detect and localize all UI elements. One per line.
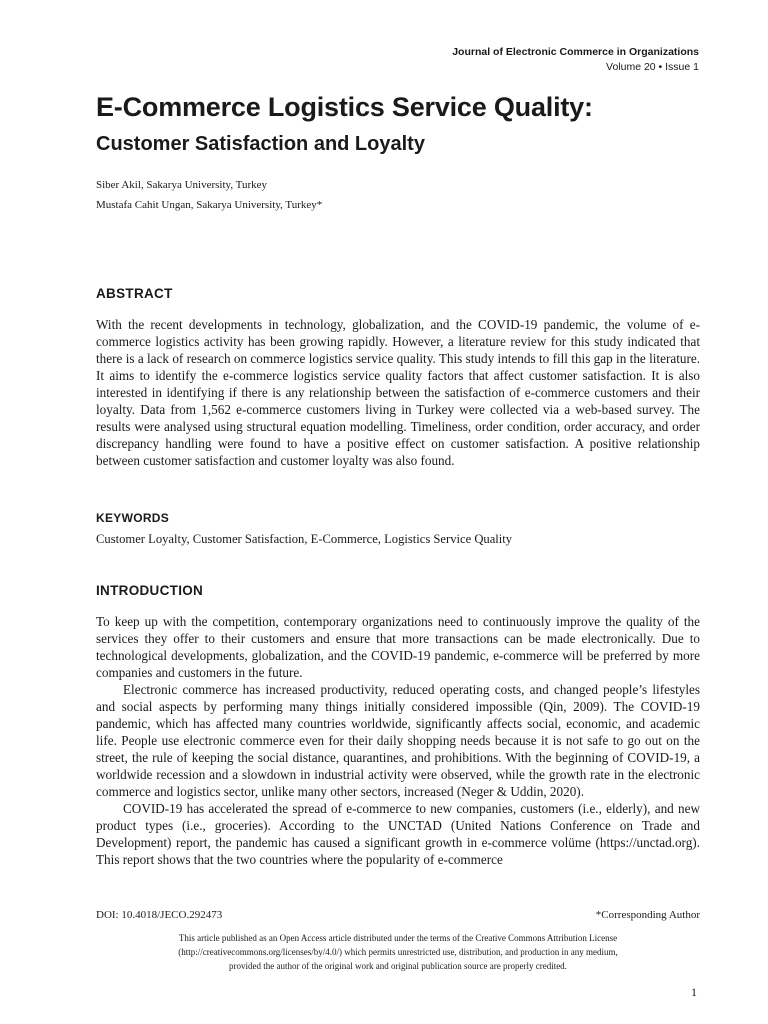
author-line: Siber Akil, Sakarya University, Turkey bbox=[96, 179, 267, 191]
keywords-text: Customer Loyalty, Customer Satisfaction, E-Commerce, Logistics Service Quality bbox=[96, 532, 513, 546]
introduction-heading: INTRODUCTION bbox=[96, 583, 204, 598]
intro-paragraph: Electronic commerce has increased productivity, reduced operating costs, and changed people’s lifestyles and social aspects by performing many things initially considered impossible (Qin, 2009). The COVID-19 pandemic, which has affected many countries worldwide, significantly affects social, economic, and academic life. People use electronic commerce even for their daily shopping needs because it is not safe to go out on the street, the rule of keeping the social distance, quarantines, and prohibitions. With the beginning of COVID-19, a worldwide recession and a slowdown in industrial activity were observed, while the growth rate in the electronic commerce and logistics sector, unlike many other sectors, increased (Neger & Uddin, 2020). bbox=[96, 682, 700, 799]
journal-header bbox=[452, 45, 699, 75]
author-line: Mustafa Cahit Ungan, Sakarya University, Turkey* bbox=[96, 199, 323, 211]
license-line: (http://creativecommons.org/licenses/by/4.0/) which permits unrestricted use, distribution, and production in any medium, bbox=[178, 947, 618, 957]
license-line: This article published as an Open Access article distributed under the terms of the Creative Commons Attribution License bbox=[178, 933, 618, 943]
intro-paragraph: To keep up with the competition, contemporary organizations need to continuously improve the quality of the services they offer to their customers and ensure that more transactions can be made electronically. Due to technological developments, globalization, and the COVID-19 pandemic, e-commerce will be preferred by more companies and customers in the future. bbox=[96, 614, 700, 680]
page-number: 1 bbox=[691, 985, 697, 999]
abstract-text: With the recent developments in technology, globalization, and the COVID-19 pandemic, the volume of e-commerce logistics activity has been growing rapidly. However, a literature review for this study indicated that there is a lack of research on commerce logistics service quality. This study intends to fill this gap in the literature. It aims to identify the e-commerce logistics service quality factors that affect customer satisfaction. It is also interested in identifying if there is any relationship between the satisfaction of e-commerce customers and their loyalty. Data from 1,562 e-commerce customers living in Turkey were collected via a web-based survey. The results were analysed using structural equation modelling. Timeliness, order condition, order accuracy, and order discrepancy handling were found to have a positive effect on customer satisfaction. A positive relationship between customer satisfaction and customer loyalty was also found. bbox=[96, 317, 700, 468]
keywords-heading: KEYWORDS bbox=[96, 511, 170, 525]
article-title: E-Commerce Logistics Service Quality: bbox=[96, 92, 593, 122]
abstract-heading: ABSTRACT bbox=[96, 286, 173, 301]
author-list bbox=[96, 175, 322, 215]
journal-volume: Volume 20 • Issue 1 bbox=[606, 61, 699, 73]
intro-paragraph: COVID-19 has accelerated the spread of e-commerce to new companies, customers (i.e., elderly), and new product types (i.e., groceries). According to the UNCTAD (United Nations Conference on Trade and Development) report, the pandemic has caused a significant growth in e-commerce volüme (https://unctad.org). This report shows that the two countries where the popularity of e-commerce bbox=[96, 801, 700, 867]
journal-name: Journal of Electronic Commerce in Organizations bbox=[452, 46, 699, 58]
article-subtitle: Customer Satisfaction and Loyalty bbox=[96, 133, 425, 155]
doi-link[interactable]: DOI: 10.4018/JECO.292473 bbox=[96, 909, 223, 921]
introduction-body bbox=[96, 613, 700, 868]
corresponding-author-note: *Corresponding Author bbox=[595, 909, 700, 921]
license-notice bbox=[120, 931, 676, 973]
license-line: provided the author of the original work and original publication source are properly credited. bbox=[229, 961, 567, 971]
